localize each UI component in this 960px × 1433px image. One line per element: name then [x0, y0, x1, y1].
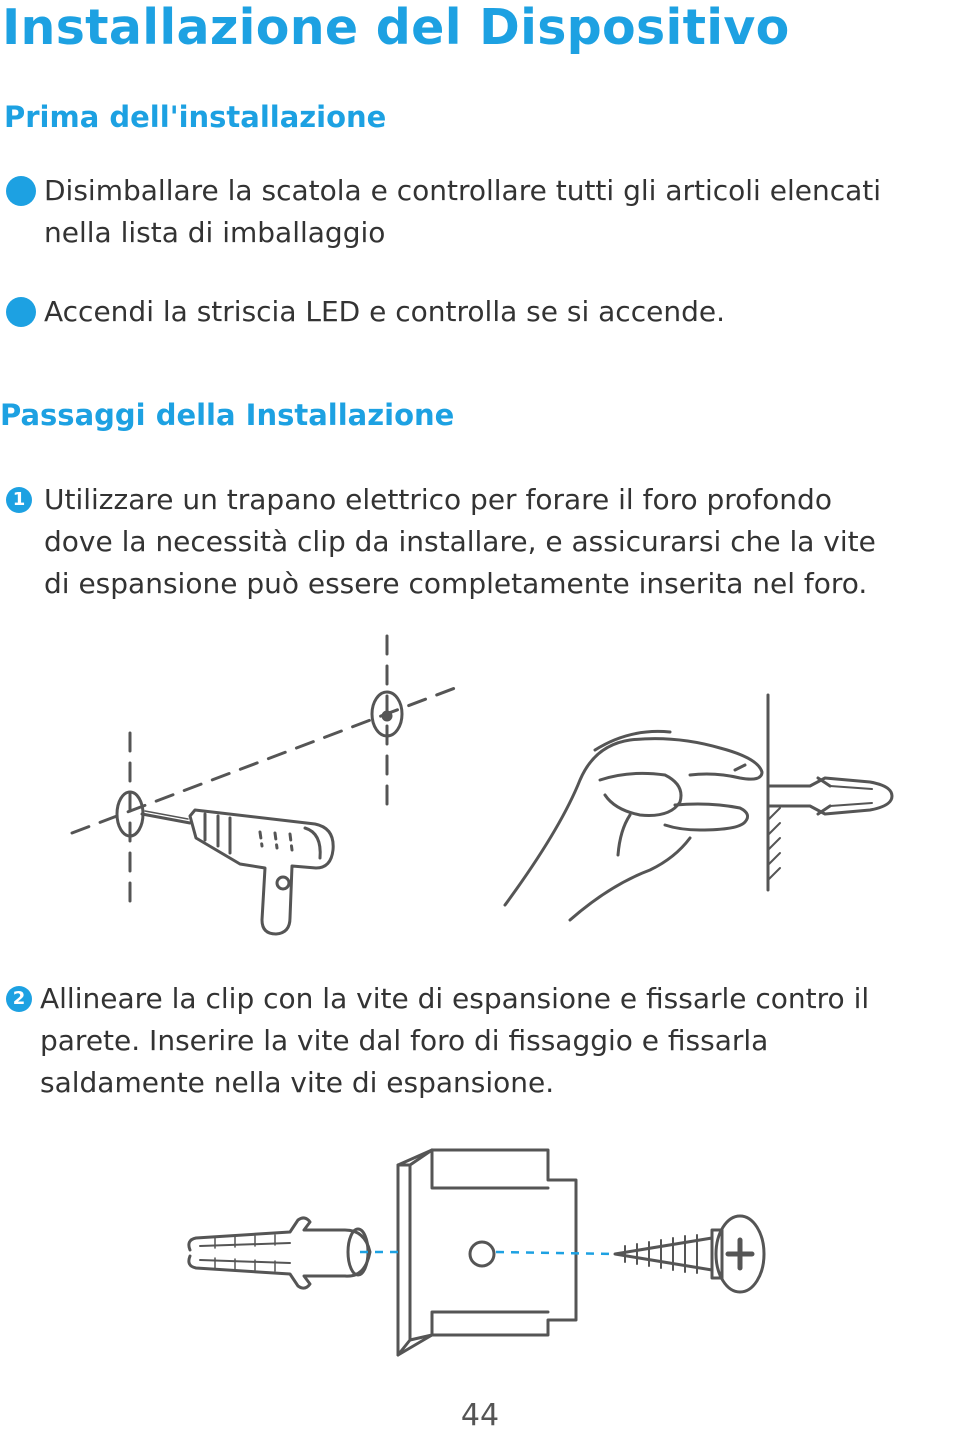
section-heading-steps: Passaggi della Installazione [0, 398, 455, 432]
step-2-line-3: saldamente nella vite di espansione. [40, 1066, 555, 1099]
hand-anchor-illustration [500, 690, 960, 990]
bullet-text-1 [44, 170, 881, 254]
step-text-1 [44, 479, 876, 605]
bullet-1-line-2: nella lista di imballaggio [44, 216, 386, 249]
bullet-1-line-1: Disimballare la scatola e controllare tutti gli articoli elencati [44, 174, 882, 207]
bullet-2-line-1: Accendi la striscia LED e controlla se si accende. [44, 295, 725, 328]
bullet-text-2 [44, 291, 725, 333]
section-heading-before: Prima dell'installazione [4, 100, 387, 134]
clip-screw-illustration [0, 1130, 960, 1370]
step-text-2 [40, 978, 869, 1104]
step-1-line-1: Utilizzare un trapano elettrico per forare il foro profondo [44, 483, 832, 516]
step-1-line-3: di espansione può essere completamente inserita nel foro. [44, 567, 868, 600]
step-1-line-2: dove la necessità clip da installare, e assicurarsi che la vite [44, 525, 876, 558]
page-title: Installazione del Dispositivo [2, 0, 790, 56]
step-2-line-1: Allineare la clip con la vite di espansione e fissarle contro il [40, 982, 870, 1015]
bullet-dot-icon [6, 176, 36, 206]
step-number-1-icon: 1 [6, 487, 32, 513]
page-number: 44 [460, 1398, 500, 1433]
bullet-dot-icon [6, 297, 36, 327]
step-2-line-2: parete. Inserire la vite dal foro di fissaggio e fissarla [40, 1024, 769, 1057]
step-number-2-icon: 2 [6, 986, 32, 1012]
